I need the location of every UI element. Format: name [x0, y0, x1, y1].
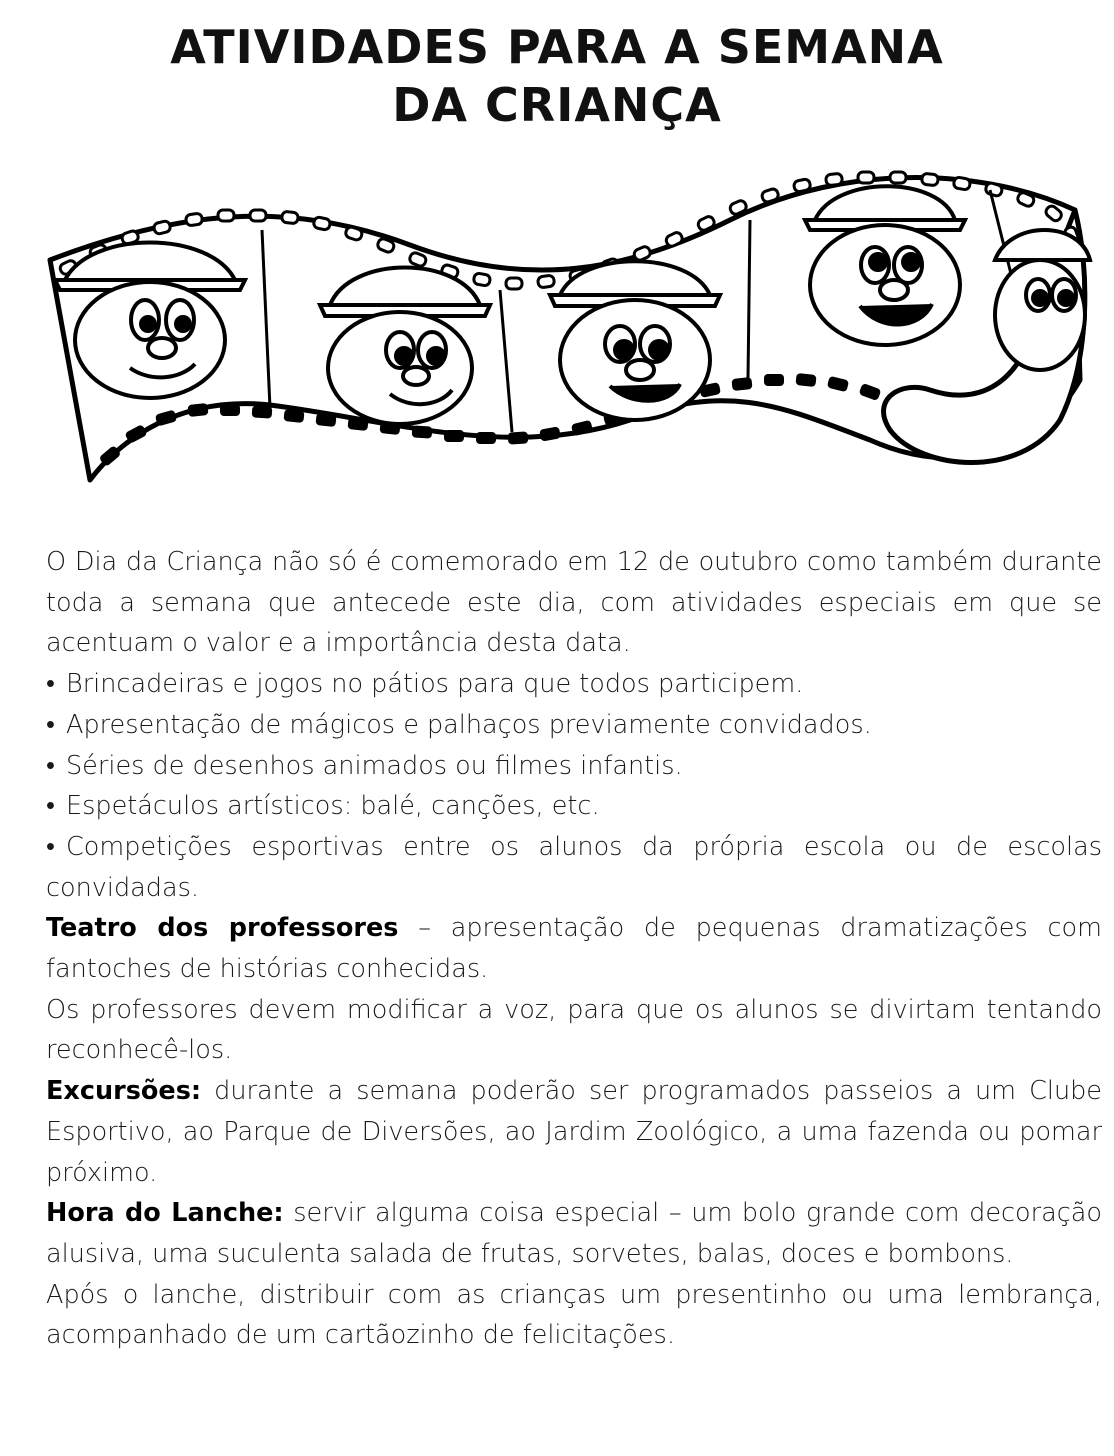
- lanche-heading: Hora do Lanche:: [46, 1198, 284, 1229]
- excursoes-text: durante a semana poderão ser programados passeios a um Clube Esportivo, ao Parque de Diversões, ao Jardim Zoológico, a uma fazenda ou pomar próximo.: [46, 1076, 1102, 1188]
- bullet-icon: •: [46, 831, 55, 862]
- list-item: • Competições esportivas entre os alunos da própria escola ou de escolas convidadas.: [46, 827, 1102, 908]
- page-title: [0, 18, 1114, 134]
- article-body: [46, 542, 1102, 1356]
- list-item: • Séries de desenhos animados ou filmes infantis.: [46, 746, 1102, 787]
- teatro-heading: Teatro dos professores: [46, 913, 399, 944]
- apos-paragraph: Após o lanche, distribuir com as crianças um presentinho ou uma lembrança, acompanhado de um cartãozinho de felicitações.: [46, 1279, 1102, 1351]
- excursoes-heading: Excursões:: [46, 1076, 202, 1107]
- lanche-text: servir alguma coisa especial – um bolo grande com decoração alusiva, uma suculenta salada de frutas, sorvetes, balas, doces e bombons.: [46, 1198, 1102, 1269]
- professores-paragraph: Os professores devem modificar a voz, para que os alunos se divirtam tentando reconhecê-los.: [46, 994, 1102, 1066]
- bullet-icon: •: [46, 750, 55, 781]
- bullet-icon: •: [46, 669, 55, 700]
- intro-paragraph: O Dia da Criança não só é comemorado em 12 de outubro como também durante toda a semana que antecede este dia, com atividades especiais em que se acentuam o valor e a importância desta data.: [46, 547, 1102, 659]
- filmstrip-with-faces-icon: [30, 150, 1100, 520]
- bullet-icon: •: [46, 791, 55, 822]
- list-item: • Apresentação de mágicos e palhaços previamente convidados.: [46, 705, 1102, 746]
- list-item: • Brincadeiras e jogos no pátios para que todos participem.: [46, 664, 1102, 705]
- title-line-2: DA CRIANÇA: [392, 78, 722, 132]
- title-line-1: ATIVIDADES PARA A SEMANA: [170, 20, 944, 74]
- excursoes-paragraph: [46, 1071, 1102, 1193]
- lanche-paragraph: [46, 1193, 1102, 1274]
- teatro-paragraph: [46, 908, 1102, 989]
- teatro-text: – apresentação de pequenas dramatizações com fantoches de histórias conhecidas.: [46, 913, 1102, 985]
- list-item: • Espetáculos artísticos: balé, canções, etc.: [46, 786, 1102, 827]
- bullet-icon: •: [46, 709, 55, 740]
